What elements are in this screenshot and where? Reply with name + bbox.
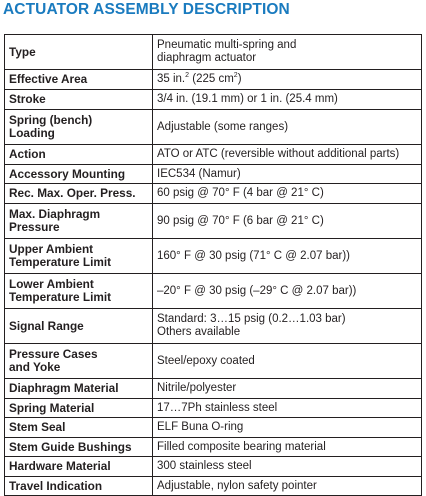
- table-row: [5, 165, 422, 184]
- row-value: Pneumatic multi-spring and diaphragm actuator: [153, 35, 422, 70]
- row-value: 160° F @ 30 psig (71° C @ 2.07 bar)): [153, 239, 422, 274]
- row-value: Standard: 3…15 psig (0.2…1.03 bar) Others available: [153, 309, 422, 344]
- row-value: 60 psig @ 70° F (4 bar @ 21° C): [153, 184, 422, 204]
- row-label: Lower Ambient Temperature Limit: [5, 274, 153, 309]
- row-value: Adjustable, nylon safety pointer: [153, 477, 422, 496]
- row-label: Effective Area: [5, 70, 153, 90]
- table-row: [5, 145, 422, 165]
- table-row: [5, 379, 422, 399]
- row-value: 90 psig @ 70° F (6 bar @ 21° C): [153, 204, 422, 239]
- row-label: Signal Range: [5, 309, 153, 344]
- row-label: Type: [5, 35, 153, 70]
- table-row: [5, 274, 422, 309]
- row-value: 17…7Ph stainless steel: [153, 399, 422, 418]
- row-label: Max. Diaphragm Pressure: [5, 204, 153, 239]
- table-row: [5, 457, 422, 477]
- row-value: IEC534 (Namur): [153, 165, 422, 184]
- table-row: [5, 70, 422, 90]
- row-value: ELF Buna O-ring: [153, 418, 422, 438]
- row-label: Accessory Mounting: [5, 165, 153, 184]
- row-label: Rec. Max. Oper. Press.: [5, 184, 153, 204]
- table-row: [5, 418, 422, 438]
- row-label: Upper Ambient Temperature Limit: [5, 239, 153, 274]
- row-label: Spring Material: [5, 399, 153, 418]
- row-label: Pressure Cases and Yoke: [5, 344, 153, 379]
- table-row: [5, 90, 422, 110]
- row-value: 35 in.$^2$ (225 $cm^2$): [153, 70, 422, 90]
- table-row: [5, 239, 422, 274]
- row-label: Action: [5, 145, 153, 165]
- table-row: [5, 438, 422, 457]
- row-label: Stem Seal: [5, 418, 153, 438]
- table-row: [5, 35, 422, 70]
- document-title: ACTUATOR ASSEMBLY DESCRIPTION: [3, 1, 290, 18]
- row-value: 300 stainless steel: [153, 457, 422, 477]
- specification-table: [4, 34, 422, 496]
- row-label: Hardware Material: [5, 457, 153, 477]
- row-value: ATO or ATC (reversible without additional parts): [153, 145, 422, 165]
- table-row: [5, 110, 422, 145]
- table-row: [5, 399, 422, 418]
- row-value: Adjustable (some ranges): [153, 110, 422, 145]
- row-label: Travel Indication: [5, 477, 153, 496]
- table-row: [5, 477, 422, 496]
- row-value: Filled composite bearing material: [153, 438, 422, 457]
- table-row: [5, 309, 422, 344]
- row-label: Spring (bench) Loading: [5, 110, 153, 145]
- row-label: Stem Guide Bushings: [5, 438, 153, 457]
- row-label: Diaphragm Material: [5, 379, 153, 399]
- row-value: Nitrile/polyester: [153, 379, 422, 399]
- row-label: Stroke: [5, 90, 153, 110]
- table-row: [5, 184, 422, 204]
- row-value: –20° F @ 30 psig (–29° C @ 2.07 bar)): [153, 274, 422, 309]
- row-value: Steel/epoxy coated: [153, 344, 422, 379]
- row-value: 3/4 in. (19.1 mm) or 1 in. (25.4 mm): [153, 90, 422, 110]
- table-row: [5, 344, 422, 379]
- table-row: [5, 204, 422, 239]
